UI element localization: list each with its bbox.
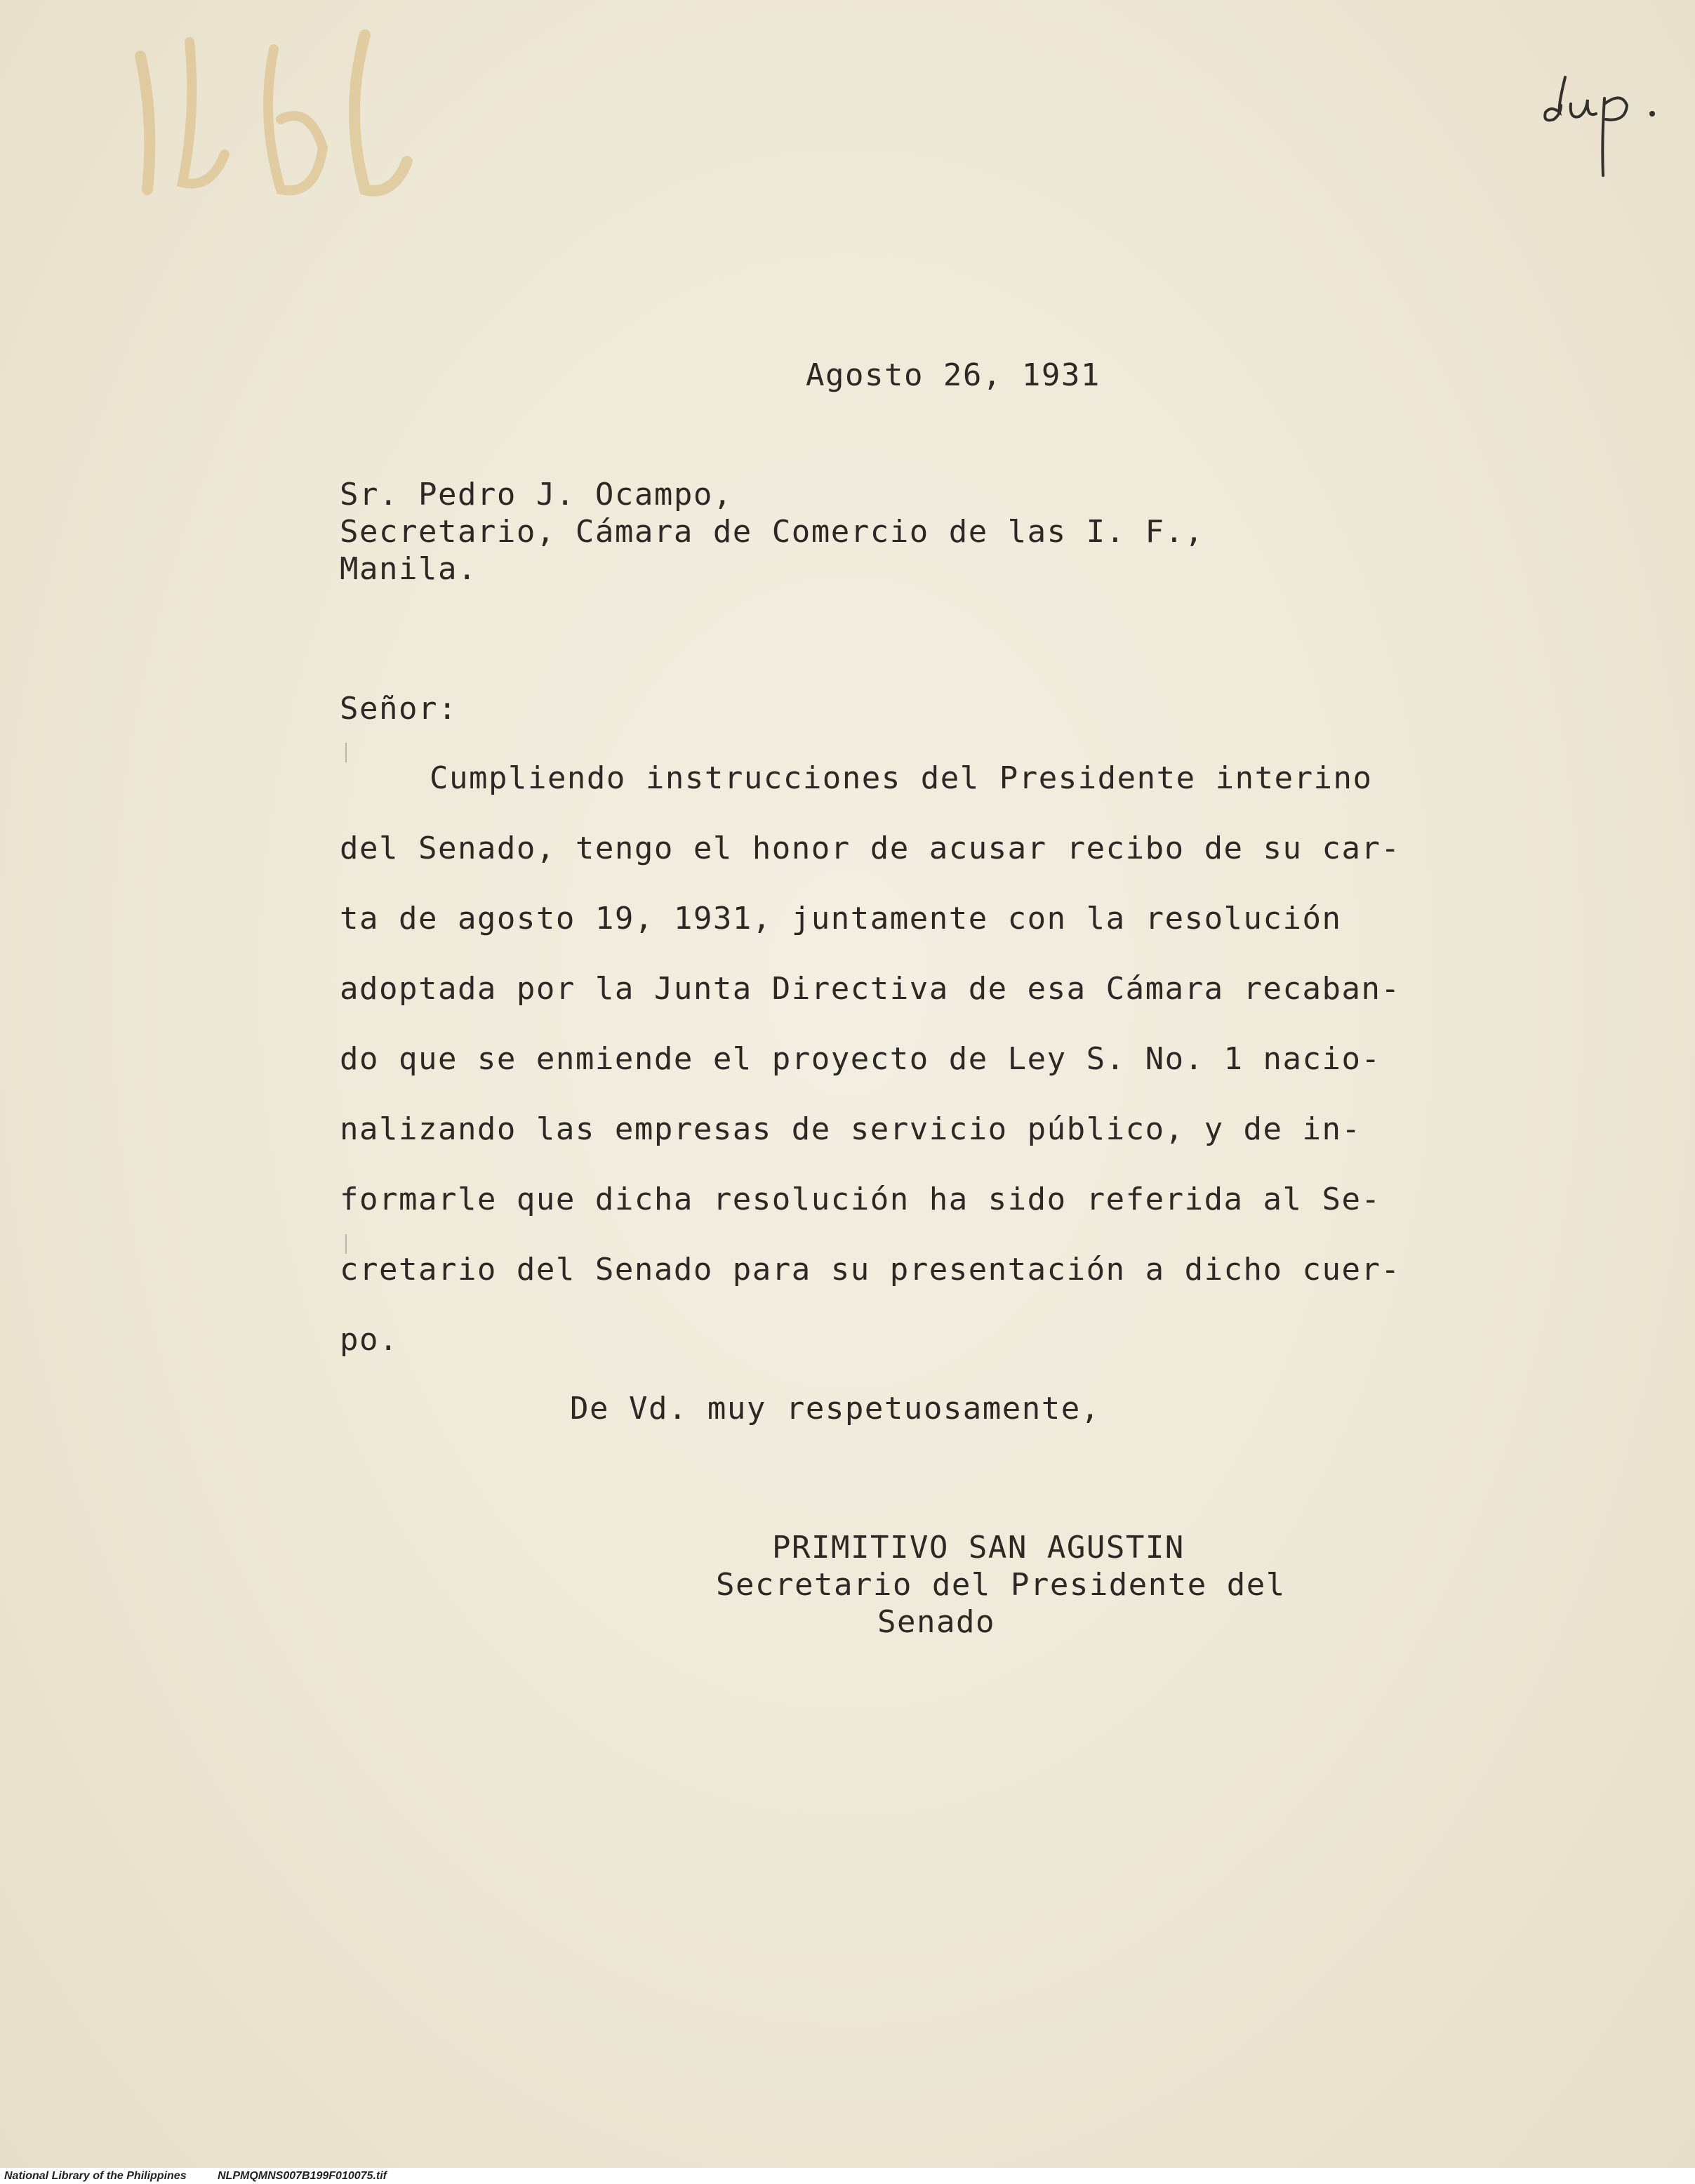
recipient-name: Sr. Pedro J. Ocampo, [340, 477, 733, 512]
footer-institution: National Library of the Philippines [4, 2170, 187, 2182]
body-line: adoptada por la Junta Directiva de esa Cámara recaban- [340, 971, 1401, 1007]
body-line: del Senado, tengo el honor de acusar recibo de su car- [340, 830, 1401, 866]
footer-file-id: NLPMQMNS007B199F010075.tif [218, 2170, 387, 2182]
closing: De Vd. muy respetuosamente, [570, 1391, 1101, 1427]
recipient-position: Secretario, Cámara de Comercio de las I. F., [340, 514, 1204, 550]
bleed-through-marks [112, 14, 428, 225]
body-line: formarle que dicha resolución ha sido referida al Se- [340, 1182, 1381, 1217]
body-line: Cumpliendo instrucciones del Presidente interino [430, 760, 1373, 796]
signatory-title: Secretario del Presidente del [716, 1567, 1286, 1603]
body-line: cretario del Senado para su presentación a dicho cuer- [340, 1252, 1401, 1288]
margin-tick [345, 743, 347, 762]
body-line: po. [340, 1322, 399, 1358]
salutation: Señor: [340, 691, 458, 727]
body-line: do que se enmiende el proyecto de Ley S. No. 1 nacio- [340, 1041, 1381, 1077]
handwritten-dup-note [1537, 63, 1670, 183]
recipient-city: Manila. [340, 551, 477, 587]
signatory-title-cont: Senado [877, 1604, 995, 1640]
body-line: nalizando las empresas de servicio público, y de in- [340, 1111, 1362, 1147]
margin-tick [345, 1234, 347, 1254]
letter-date: Agosto 26, 1931 [806, 357, 1101, 393]
signatory-name: PRIMITIVO SAN AGUSTIN [772, 1530, 1185, 1566]
body-line: ta de agosto 19, 1931, juntamente con la resolución [340, 901, 1342, 937]
scan-footer [0, 2168, 1695, 2184]
